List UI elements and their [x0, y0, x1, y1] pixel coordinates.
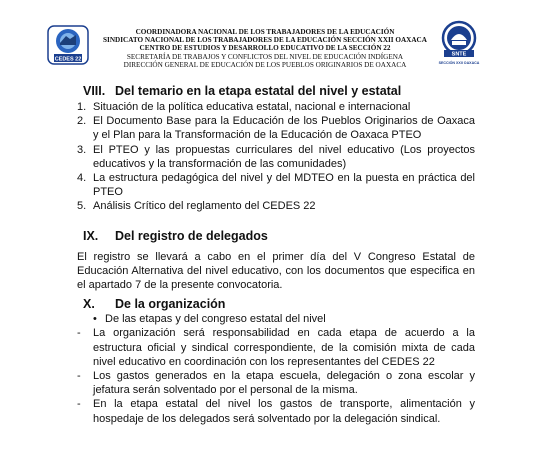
section-ix-number: IX. — [83, 228, 99, 243]
section-viii-heading — [77, 83, 475, 99]
list-item-text: La organización será responsabilidad en cada etapa de acuerdo a la estructura oficial y sindical correspondiente, de la comisión mixta de cada nivel educativo en coordinación con los representantes del CEDES 22 — [93, 327, 475, 368]
section-viii-list — [77, 100, 475, 214]
list-item-number: 1. — [77, 101, 87, 113]
section-viii-title: Del temario en la etapa estatal del nivel y estatal — [115, 84, 402, 98]
header-line-5: DIRECCIÓN GENERAL DE EDUCACIÓN DE LOS PUEBLOS ORIGINARIOS DE OAXACA — [123, 60, 407, 69]
bullet-icon: • — [93, 313, 97, 326]
header-line-2: SINDICATO NACIONAL DE LOS TRABAJADORES DE LA EDUCACIÓN SECCIÓN XXII OAXACA — [103, 36, 427, 45]
snte-seccion-22-logo — [438, 20, 480, 68]
list-item-number: 5. — [77, 200, 87, 213]
list-item-text: La estructura pedagógica del nivel y del MDTEO en la puesta en práctica del PTEO — [93, 172, 475, 199]
list-item-text: Análisis Crítico del reglamento del CEDES 22 — [93, 200, 316, 213]
list-item-number: 2. — [77, 115, 87, 128]
list-item-text: El Documento Base para la Educación de los Pueblos Originarios de Oaxaca y el Plan para la Transformación de la Educación de Oaxaca PTEO — [93, 115, 475, 142]
dash-icon: - — [77, 398, 81, 411]
section-ix-paragraph: El registro se llevará a cabo en el primer día del V Congreso Estatal de Educación Alternativa del nivel educativo, con los documentos que especifica en el apartado 7 de la presente convocatoria. — [77, 250, 475, 292]
section-ix-title: Del registro de delegados — [115, 228, 268, 243]
document-header — [96, 28, 434, 69]
section-x-sub-bullet — [77, 312, 475, 326]
cedes-22-logo — [46, 24, 90, 66]
section-viii-number: VIII. — [83, 84, 106, 98]
logo-right-caption: SECCIÓN XXII OAXACA — [438, 61, 480, 65]
list-item — [77, 397, 475, 425]
sub-bullet-text: De las etapas y del congreso estatal del nivel — [105, 313, 326, 326]
list-item — [77, 369, 475, 397]
list-item-text: Situación de la política educativa estatal, nacional e internacional — [93, 101, 411, 113]
list-item — [77, 100, 475, 114]
list-item-text: En la etapa estatal del nivel los gastos de transporte, alimentación y hospedaje de los delegados será solventado por la delegación sindical. — [93, 398, 475, 425]
header-line-1: COORDINADORA NACIONAL DE LOS TRABAJADORES DE LA EDUCACIÓN — [135, 28, 395, 36]
list-item-number: 3. — [77, 143, 87, 156]
dash-icon: - — [77, 370, 81, 383]
logo-left-text: CEDES 22 — [54, 56, 82, 63]
section-ix-heading — [77, 228, 475, 244]
list-item — [77, 171, 475, 199]
header-line-3: CENTRO DE ESTUDIOS Y DESARROLLO EDUCATIVO DE LA SECCIÓN 22 — [139, 44, 391, 53]
dash-icon: - — [77, 327, 81, 340]
list-item — [77, 143, 475, 171]
list-item-text: El PTEO y las propuestas curriculares del nivel educativo (Los proyectos educativos y la transformación de las comunidades) — [93, 143, 475, 170]
list-item — [77, 114, 475, 142]
list-item-text: Los gastos generados en la etapa escuela, delegación o zona escolar y jefatura serán solventado por el personal de la misma. — [93, 370, 475, 397]
section-x-title: De la organización — [115, 297, 226, 312]
list-item-number: 4. — [77, 172, 87, 185]
section-x-number: X. — [83, 297, 95, 312]
section-x-heading — [77, 296, 475, 312]
list-item — [77, 326, 475, 369]
header-line-4: SECRETARÍA DE TRABAJOS Y CONFLICTOS DEL NIVEL DE EDUCACIÓN INDÍGENA — [126, 52, 404, 61]
section-x-list — [77, 326, 475, 425]
logo-right-text: SNTE — [451, 51, 467, 58]
document-body — [77, 83, 475, 426]
list-item — [77, 199, 475, 213]
